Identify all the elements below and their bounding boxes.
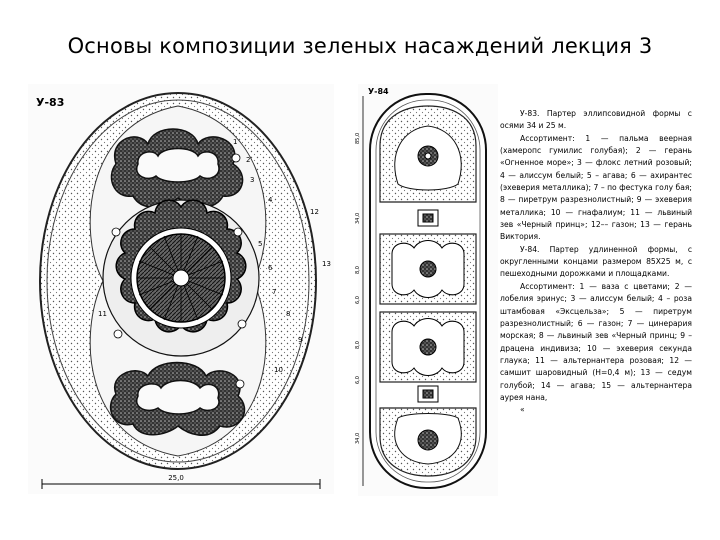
caption-text [500,108,692,417]
svg-text:5: 5 [258,240,263,248]
svg-text:2: 2 [246,156,251,164]
caption-paragraph: У-83. Партер эллипсовидной формы с осями 34 и 25 м. [500,109,692,131]
svg-text:1: 1 [233,138,238,146]
dim-3-u84: 8,0 [355,266,361,274]
figure-label-u83: У-83 [36,96,65,109]
svg-text:11: 11 [98,310,107,318]
svg-text:8: 8 [286,310,291,318]
caption-paragraph: « [520,405,525,415]
svg-text:3: 3 [250,176,255,184]
dim-4-u84: 6,0 [355,296,361,304]
parterre-u83-drawing [28,84,334,494]
dim-2-u84: 34,0 [355,212,361,224]
parterre-plan-u83 [28,84,334,494]
caption-paragraph: Ассортимент: 1 — пальма веерная (хамеропс гумилис голубая); 2 — герань «Огненное море»; 3 — флокс летний розовый; 4 — алиссум белый; 5 – агава; 6 — ахирантес (эхеверия металлика); 7 – по фестука голу бая; 8 — пиретрум разрезнолистный; 9 — эхеверия металлика; 10 — гнафалиум; 11 — львиный зев «Черный принц»; 12–– газон; 13 — герань Виктория. [500,133,692,242]
svg-text:6: 6 [268,264,273,272]
svg-text:9: 9 [298,336,303,344]
dim-1-u84: 85,0 [355,132,361,144]
svg-text:12: 12 [310,208,319,216]
figure-label-u84: У-84 [368,87,389,96]
caption-paragraph: У-84. Партер удлиненной формы, с округленными концами размером 85Х25 м, с пешеходными дорожками и площадками. [500,244,692,279]
svg-text:10: 10 [274,366,283,374]
dim-6-u84: 6,0 [355,376,361,384]
dim-5-u84: 8,0 [355,341,361,349]
dim-7-u84: 34,0 [355,432,361,444]
parterre-plan-u84 [355,84,498,496]
svg-text:4: 4 [268,196,273,204]
parterre-u84-drawing [355,84,498,496]
caption-paragraph: Ассортимент: 1 — ваза с цветами; 2 — лобелия эринус; 3 — алиссум белый; 4 – роза штамбовая «Эксцельза»; 5 — пиретрум разрезнолистный; 6 — газон; 7 — цинерария морская; 8 — львиный зев «Черный принц; 9 – драцена индивиза; 10 — эхеверия секунда глаука; 11 — альтернантера розовая; 12 — самшит шаровидный (Н=0,4 м); 13 — седум голубой; 14 — агава; 15 — альтернантера аурея нана, [500,281,692,402]
slide-title: Основы композиции зеленых насаждений лекция 3 [67,34,653,58]
svg-text:13: 13 [322,260,331,268]
svg-text:7: 7 [272,288,277,296]
dimension-width-u83: 25,0 [168,474,184,482]
